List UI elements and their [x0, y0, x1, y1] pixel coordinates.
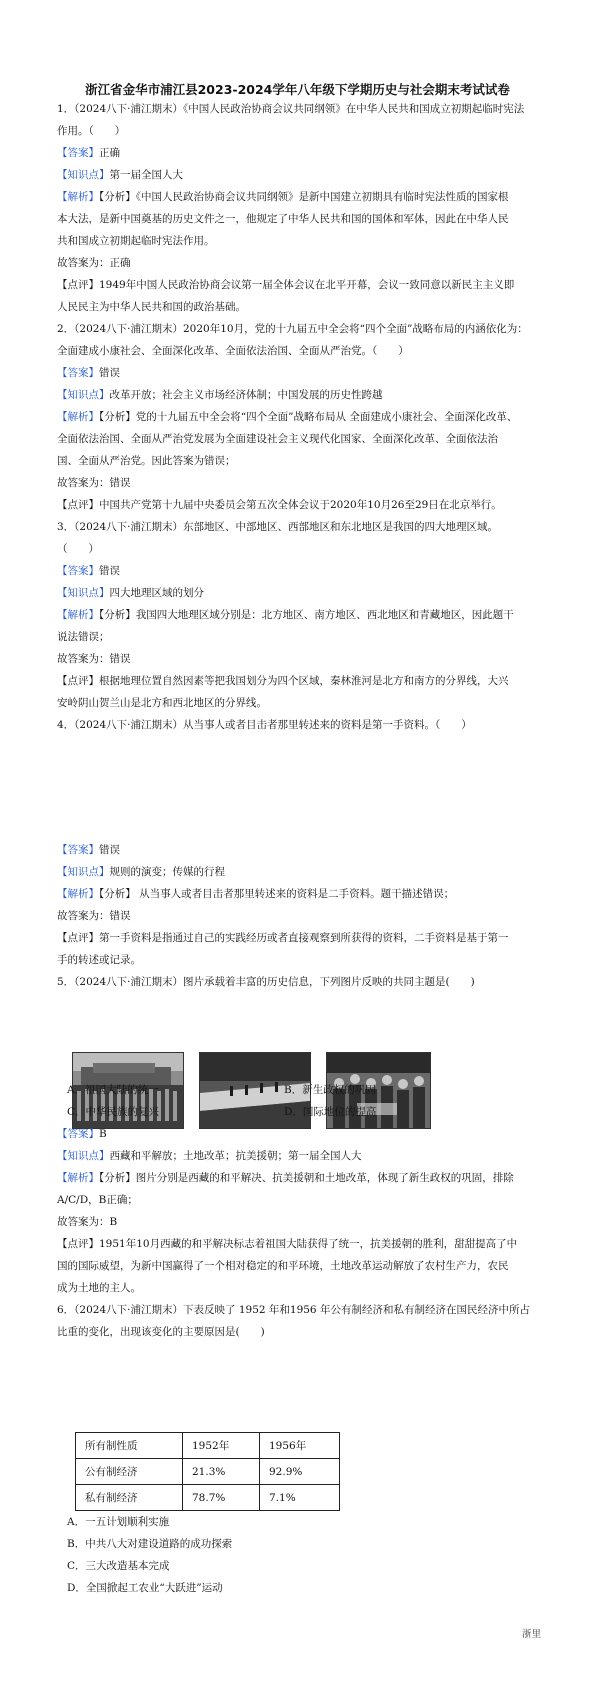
page-footer: 浙里	[522, 1629, 542, 1640]
q4-answer	[57, 843, 547, 857]
q5-comment-text: 1951年10月西藏的和平解决标志着祖国大陆获得了统一，抗美援朝的胜利，甜甜提高了中	[99, 1238, 518, 1250]
q5-option-c: C．中华民族的复兴	[67, 1106, 160, 1118]
table-cell: 92.9%	[260, 1459, 340, 1485]
q4-comment-line-1	[57, 931, 547, 945]
q5-result: 故答案为：B	[57, 1216, 118, 1228]
q2-analysis-text: 【分析】党的十九届五中全会将“四个全面”战略布局从 全面建成小康社会、全面深化改革、	[99, 411, 518, 423]
comment-tag: 【点评】	[57, 932, 99, 944]
q3-analysis-line-1	[57, 608, 547, 622]
q6-option-b: B．中共八大对建设道路的成功探索	[67, 1538, 233, 1550]
q3-analysis-text: 【分析】我国四大地理区域分别是：北方地区、南方地区、西北地区和青藏地区，因此题干	[99, 609, 514, 621]
table-cell: 公有制经济	[76, 1459, 183, 1485]
analysis-tag: 【解析】	[57, 888, 99, 900]
q5-comment-line-3: 成为土地的主人。	[57, 1282, 141, 1294]
knowledge-tag: 【知识点】	[57, 587, 110, 599]
q3-comment-line-1	[57, 674, 547, 688]
q2-knowledge	[57, 388, 547, 402]
q4-knowledge	[57, 865, 547, 879]
table-cell: 7.1%	[260, 1485, 340, 1511]
comment-tag: 【点评】	[57, 279, 99, 291]
table-cell: 21.3%	[183, 1459, 260, 1485]
q5-knowledge-value: 西藏和平解放；土地改革；抗美援朝；第一届全国人大	[109, 1150, 362, 1162]
analysis-tag: 【解析】	[57, 609, 99, 621]
comment-tag: 【点评】	[57, 1238, 99, 1250]
q2-stem-line-2: 全面建成小康社会、全面深化改革、全面依法治国、全面从严治党。（ ）	[57, 345, 409, 357]
q5-comment-line-1	[57, 1237, 547, 1251]
knowledge-tag: 【知识点】	[57, 389, 110, 401]
q3-stem-line-2: （ ）	[57, 543, 99, 555]
q1-analysis-line-2: 本大法，是新中国奠基的历史文件之一，他规定了中华人民共和国的国体和军体，因此在中华人民	[57, 213, 509, 225]
q1-comment-line-2: 人民民主为中华人民共和国的政治基础。	[57, 301, 246, 313]
analysis-tag: 【解析】	[57, 1172, 99, 1184]
answer-tag: 【答案】	[57, 1128, 99, 1140]
q1-stem-line-1: 1．（2024八下·浦江期末）《中国人民政治协商会议共同纲领》在中华人民共和国成立初期起临时宪法	[57, 103, 525, 115]
page-title: 浙江省金华市浦江县2023-2024学年八年级下学期历史与社会期末考试试卷	[85, 82, 510, 97]
q2-analysis-line-2: 全面依法治国、全面从严治党发展为全面建设社会主义现代化国家、全面深化改革、全面依法治	[57, 433, 498, 445]
q1-knowledge	[57, 168, 547, 182]
table-header-cell: 1952年	[183, 1433, 260, 1459]
q1-stem-line-2: 作用。（ ）	[57, 125, 126, 137]
q1-knowledge-value: 第一届全国人大	[109, 169, 183, 181]
q6-stem-line-2: 比重的变化，出现该变化的主要原因是( )	[57, 1326, 265, 1338]
comment-tag: 【点评】	[57, 675, 99, 687]
q5-answer-value: B	[99, 1128, 107, 1140]
table-row	[76, 1459, 340, 1485]
q6-option-c: C．三大改造基本完成	[67, 1560, 170, 1572]
q2-answer	[57, 366, 547, 380]
answer-tag: 【答案】	[57, 565, 99, 577]
q3-answer-value: 错误	[99, 565, 120, 577]
q3-knowledge	[57, 586, 547, 600]
q2-analysis-line-1	[57, 410, 547, 424]
analysis-tag: 【解析】	[57, 191, 99, 203]
answer-tag: 【答案】	[57, 844, 99, 856]
q5-option-b: B．新生政权的巩固	[284, 1084, 376, 1096]
knowledge-tag: 【知识点】	[57, 866, 110, 878]
q3-analysis-line-2: 说法错误；	[57, 631, 110, 643]
q1-analysis-text: 【分析】《中国人民政治协商会议共同纲领》是新中国建立初期具有临时宪法性质的国家根	[99, 191, 509, 203]
q5-stem-line-1: 5．（2024八下·浦江期末）图片承载着丰富的历史信息，下列图片反映的共同主题是( )	[57, 976, 475, 988]
q3-comment-line-2: 安岭阴山贺兰山是北方和西北地区的分界线。	[57, 697, 267, 709]
answer-tag: 【答案】	[57, 367, 99, 379]
table-cell: 私有制经济	[76, 1485, 183, 1511]
analysis-tag: 【解析】	[57, 411, 99, 423]
knowledge-tag: 【知识点】	[57, 1150, 110, 1162]
q4-result: 故答案为：错误	[57, 910, 131, 922]
table-header-row	[76, 1433, 340, 1459]
q5-option-a: A．祖国大陆的统一	[67, 1084, 159, 1096]
q5-answer	[57, 1127, 547, 1141]
q1-analysis-line-3: 共和国成立初期起临时宪法作用。	[57, 235, 215, 247]
q2-result: 故答案为：错误	[57, 477, 131, 489]
q1-result: 故答案为：正确	[57, 257, 131, 269]
q4-stem-line-1: 4．（2024八下·浦江期末）从当事人或者目击者那里转述来的资料是第一手资料。（ ）	[57, 719, 472, 731]
knowledge-tag: 【知识点】	[57, 169, 110, 181]
q2-knowledge-value: 改革开放；社会主义市场经济体制；中国发展的历史性跨越	[109, 389, 383, 401]
q3-stem-line-1: 3．（2024八下·浦江期末）东部地区、中部地区、西部地区和东北地区是我国的四大地理区域。	[57, 521, 498, 533]
q4-analysis-line-1	[57, 887, 547, 901]
q5-analysis-line-2: A/C/D，B正确；	[57, 1194, 138, 1206]
q6-option-a: A．一五计划顺利实施	[67, 1516, 170, 1528]
q1-analysis-line-1	[57, 190, 547, 204]
q5-comment-line-2: 国的国际威望，为新中国赢得了一个相对稳定的和平环境，土地改革运动解放了农村生产力，农民	[57, 1260, 509, 1272]
q4-answer-value: 错误	[99, 844, 120, 856]
q5-knowledge	[57, 1149, 547, 1163]
table-header-cell: 1956年	[260, 1433, 340, 1459]
q1-comment-line-1	[57, 278, 547, 292]
q2-comment-line-1	[57, 498, 547, 512]
q2-answer-value: 错误	[99, 367, 120, 379]
q4-knowledge-value: 规则的演变；传媒的行程	[109, 866, 225, 878]
table-cell: 78.7%	[183, 1485, 260, 1511]
q6-option-d: D．全国掀起工农业“大跃进”运动	[67, 1582, 223, 1594]
q6-stem-line-1: 6．（2024八下·浦江期末）下表反映了 1952 年和1956 年公有制经济和私有制经济在国民经济中所占	[57, 1304, 530, 1316]
q3-knowledge-value: 四大地理区域的划分	[109, 587, 204, 599]
q4-comment-text: 第一手资料是指通过自己的实践经历或者直接观察到所获得的资料，二手资料是基于第一	[99, 932, 509, 944]
answer-tag: 【答案】	[57, 147, 99, 159]
q3-result: 故答案为：错误	[57, 653, 131, 665]
q1-comment-text: 1949年中国人民政治协商会议第一届全体会议在北平开幕，会议一致同意以新民主主义即	[99, 279, 515, 291]
q5-option-d: D．国际地位的提高	[284, 1106, 377, 1118]
q3-comment-text: 根据地理位置自然因素等把我国划分为四个区域，秦林淮河是北方和南方的分界线，大兴	[99, 675, 509, 687]
q2-stem-line-1: 2．（2024八下·浦江期末）2020年10月，党的十九届五中全会将“四个全面”战略布局的内涵依化为：	[57, 323, 528, 335]
q4-analysis-text: 【分析】 从当事人或者目击者那里转述来的资料是二手资料。题干描述错误；	[99, 888, 455, 900]
table-header-cell: 所有制性质	[76, 1433, 183, 1459]
table-row	[76, 1485, 340, 1511]
q1-answer	[57, 146, 547, 160]
q2-analysis-line-3: 国、全面从严治党。因此答案为错误；	[57, 455, 236, 467]
q2-comment-text: 中国共产党第十九届中央委员会第五次全体会议于2020年10月26至29日在北京举行。	[99, 499, 502, 511]
q3-answer	[57, 564, 547, 578]
q1-answer-value: 正确	[99, 147, 120, 159]
q4-comment-line-2: 手的转述或记录。	[57, 954, 141, 966]
q5-analysis-line-1	[57, 1171, 547, 1185]
ownership-table	[75, 1432, 340, 1511]
q5-analysis-text: 【分析】图片分别是西藏的和平解决、抗美援朝和土地改革，体现了新生政权的巩固，排除	[99, 1172, 514, 1184]
comment-tag: 【点评】	[57, 499, 99, 511]
